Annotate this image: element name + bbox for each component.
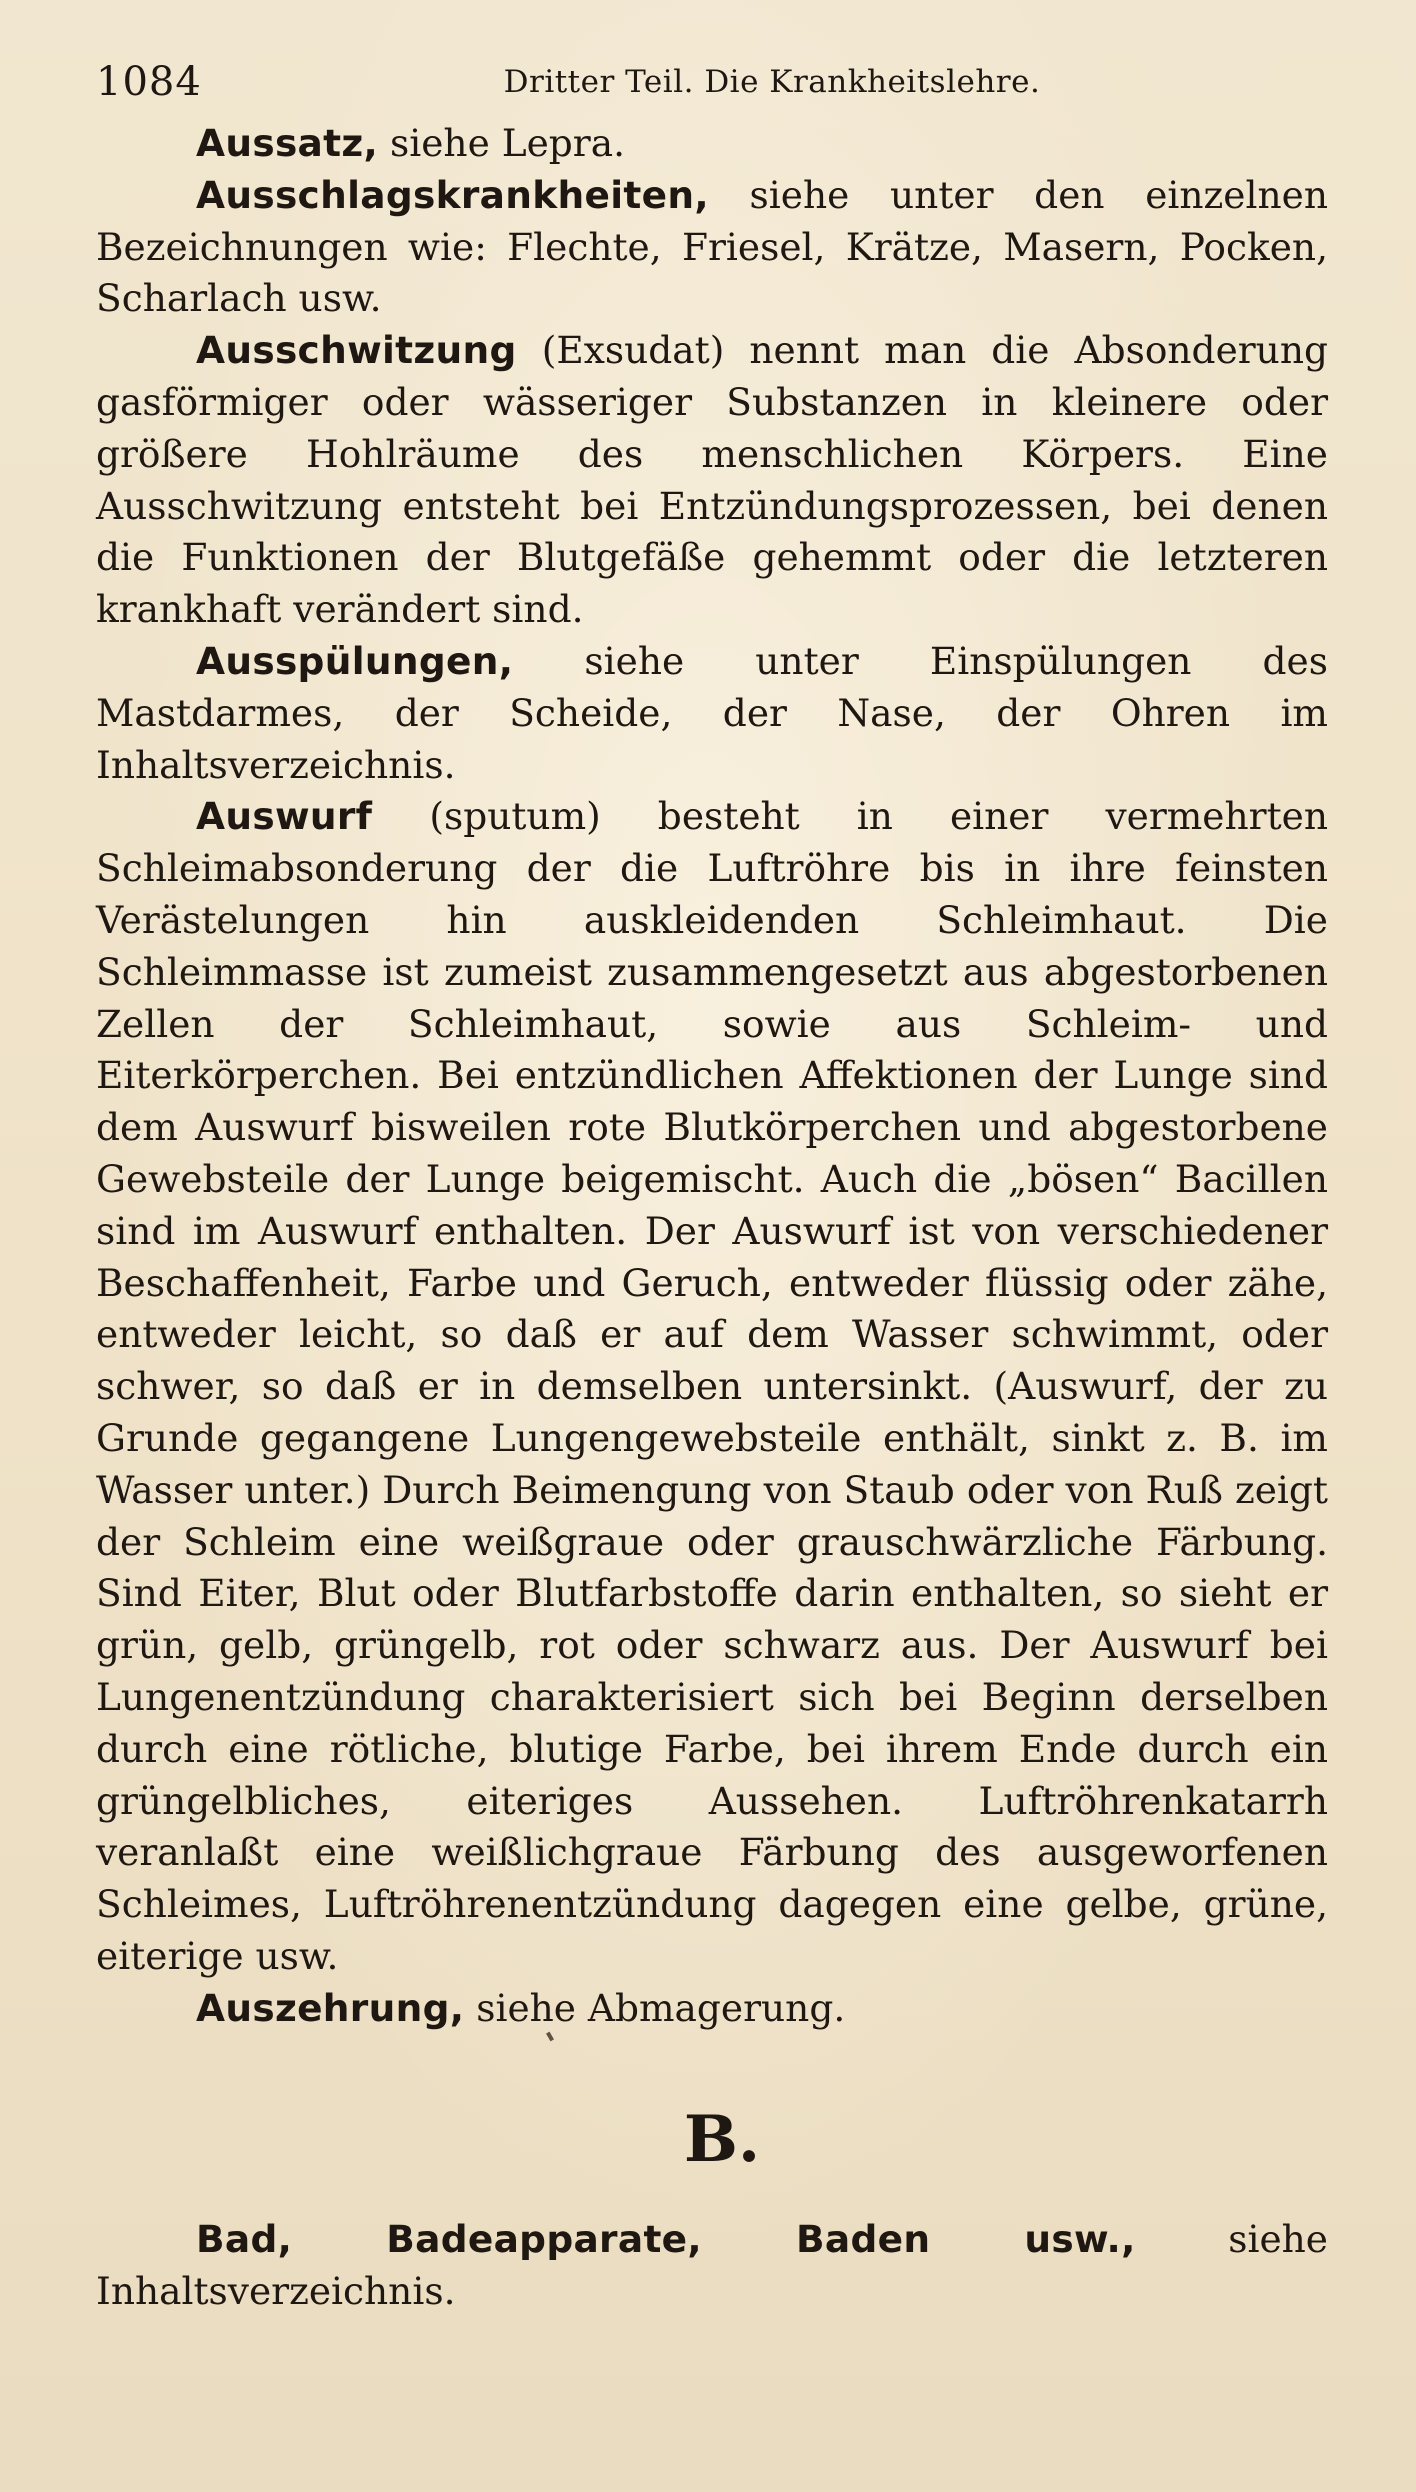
running-head [96, 52, 1328, 112]
entry-ausspuelungen [96, 636, 1328, 791]
entry-text: siehe Inhaltsverzeichnis. [96, 2217, 1329, 2314]
entry-headword: Ausschwitzung [196, 328, 517, 373]
entry-text: (sputum) besteht in einer vermehrten Schleimabsonderung der die Luftröhre bis in ihre feinsten Verästelungen hin auskleidenden Schleimhaut. Die Schleimmasse ist zumeist zusammengesetzt aus abgestorbenen Zellen der Schleimhaut, sowie aus Schleim- und Eiterkörperchen. Bei entzündlichen Affektionen der Lunge sind dem Auswurf bisweilen rote Blutkörperchen und abgestorbene Gewebsteile der Lunge beigemischt. Auch die „bösen“ Bacillen sind im Auswurf enthalten. Der Auswurf ist von verschiedener Beschaffenheit, Farbe und Geruch, entweder flüssig oder zähe, entweder leicht, so daß er auf dem Wasser schwimmt, oder schwer, so daß er in demselben untersinkt. (Auswurf, der zu Grunde gegangene Lungengewebsteile enthält, sinkt z. B. im Wasser unter.) Durch Beimengung von Staub oder von Ruß zeigt der Schleim eine weißgraue oder grauschwärzliche Färbung. Sind Eiter, Blut oder Blutfarbstoffe darin enthalten, so sieht er grün, gelb, grüngelb, rot oder schwarz aus. Der Auswurf bei Lungenentzündung charakterisiert sich bei Beginn derselben durch eine rötliche, blutige Farbe, bei ihrem Ende durch ein grüngelbliches, eiteriges Aussehen. Luftröhrenkatarrh veranlaßt eine weißlichgraue Färbung des ausgeworfenen Schleimes, Luftröhrenentzündung dagegen eine gelbe, grüne, eiterige usw. [96, 794, 1328, 1978]
page-number: 1084 [96, 59, 202, 105]
entry-ausschwitzung [96, 325, 1328, 636]
entry-bad [96, 2214, 1328, 2318]
entry-headword: Bad, Badeapparate, Baden usw., [196, 2217, 1136, 2262]
entry-text: (Exsudat) nennt man die Absonderung gasförmiger oder wässeriger Substanzen in kleinere oder größere Hohlräume des menschlichen Körpers. Eine Ausschwitzung entsteht bei Entzündungsprozessen, bei denen die Funktionen der Blutgefäße gehemmt oder die letzteren krankhaft verändert sind. [96, 328, 1328, 632]
entry-text: siehe unter Einspülungen des Mastdarmes, der Scheide, der Nase, der Ohren im Inhaltsverzeichnis. [96, 638, 1328, 787]
entry-aussatz [96, 118, 1328, 170]
entry-auszehrung [96, 1983, 1328, 2035]
book-page [96, 52, 1328, 2432]
entry-text: siehe Abmagerung. [464, 1985, 846, 2030]
entry-headword: Ausspülungen, [196, 638, 514, 683]
section-heading-letter: B. [683, 2102, 761, 2178]
entry-auswurf [96, 791, 1328, 1982]
entry-text: siehe unter den einzelnen Bezeichnungen wie: Flechte, Friesel, Krätze, Masern, Pocken, Scharlach usw. [96, 172, 1328, 321]
entry-headword: Auswurf [196, 794, 373, 839]
entry-headword: Aussatz, [196, 121, 379, 165]
entry-headword: Ausschlagskrankheiten, [196, 172, 709, 217]
running-title: Dritter Teil. Die Krankheitslehre. [503, 64, 1041, 100]
entry-ausschlagskrankheiten [96, 170, 1328, 325]
entry-text: siehe Lepra. [378, 121, 625, 165]
entry-headword: Auszehrung, [196, 1985, 465, 2030]
entry-list [96, 118, 1328, 2034]
